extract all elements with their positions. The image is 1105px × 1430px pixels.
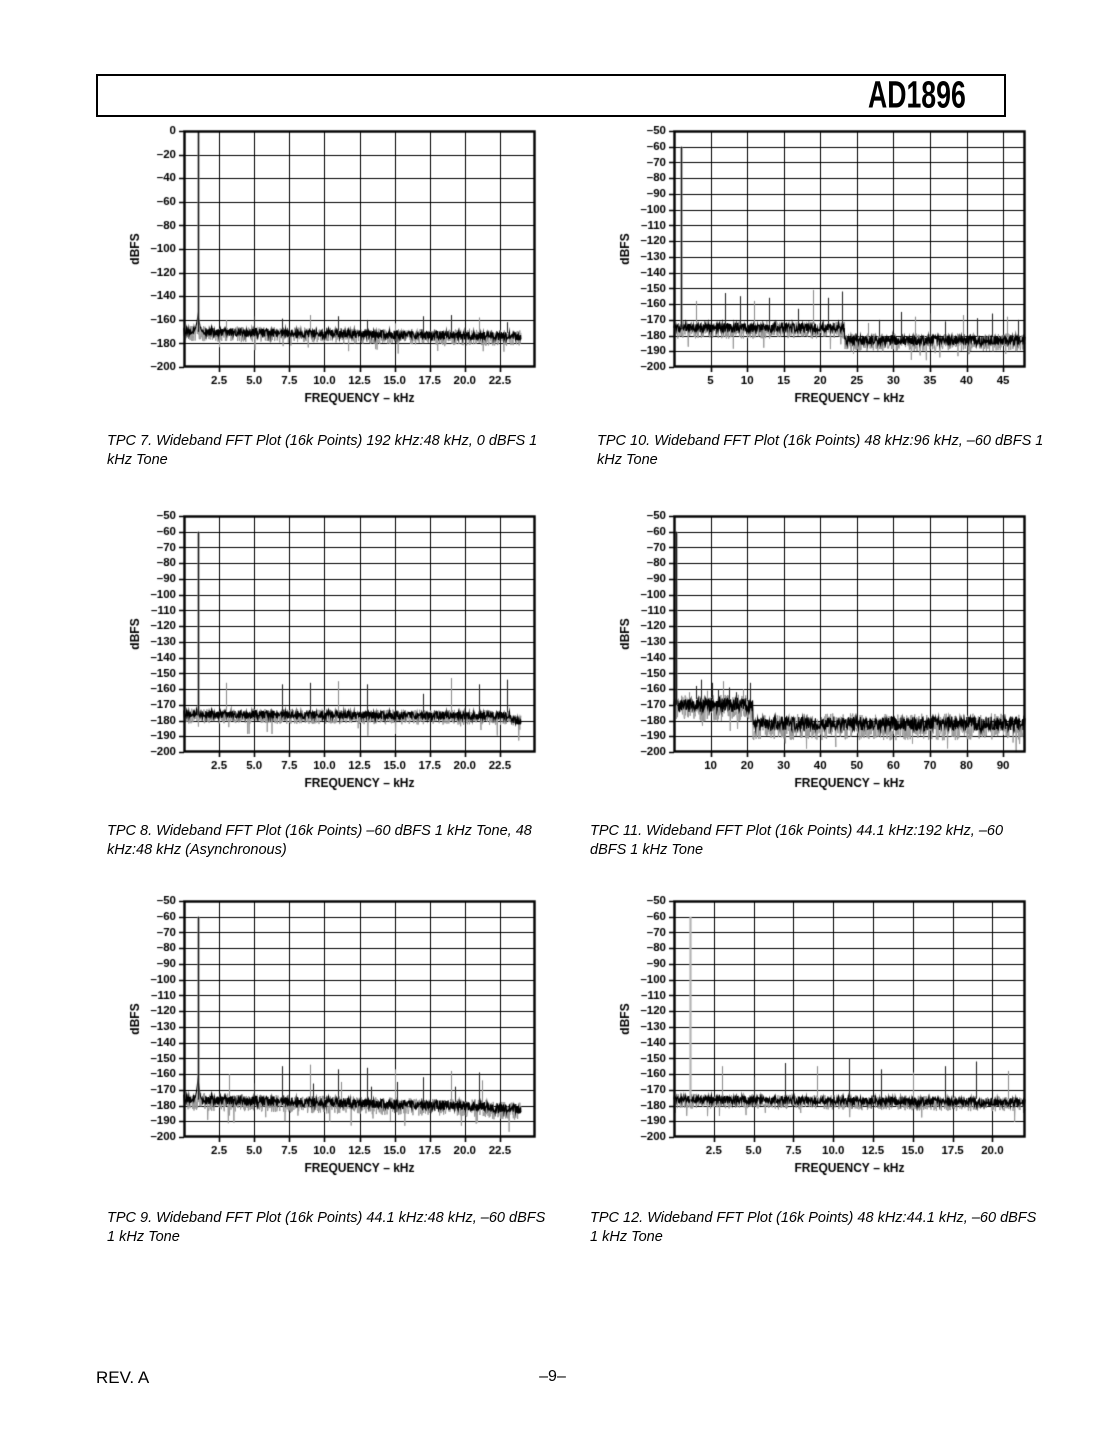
caption-tpc11: TPC 11. Wideband FFT Plot (16k Points) 44.1 kHz:192 kHz, –60 dBFS 1 kHz Tone [590, 823, 1004, 858]
fft-chart-tpc11 [586, 510, 1036, 800]
plot-tpc11 [586, 510, 1036, 800]
footer-page-number: –9– [539, 1368, 566, 1385]
caption-tpc9: TPC 9. Wideband FFT Plot (16k Points) 44.1 kHz:48 kHz, –60 dBFS 1 kHz Tone [107, 1210, 546, 1245]
fft-chart-tpc7 [96, 125, 546, 415]
footer-revision: REV. A [96, 1368, 150, 1387]
figure-tpc8 [96, 510, 546, 800]
figure-tpc10 [586, 125, 1036, 415]
figure-tpc9 [96, 895, 546, 1185]
plot-tpc7 [96, 125, 546, 415]
plot-tpc9 [96, 895, 546, 1185]
caption-tpc12: TPC 12. Wideband FFT Plot (16k Points) 48 kHz:44.1 kHz, –60 dBFS 1 kHz Tone [590, 1210, 1037, 1245]
figure-tpc11 [586, 510, 1036, 800]
page-header-box [96, 74, 1006, 117]
plot-tpc8 [96, 510, 546, 800]
figure-tpc12 [586, 895, 1036, 1185]
plot-tpc10 [586, 125, 1036, 415]
caption-tpc7: TPC 7. Wideband FFT Plot (16k Points) 192 kHz:48 kHz, 0 dBFS 1 kHz Tone [107, 433, 538, 468]
part-number-title: AD1896 [868, 72, 967, 116]
caption-tpc8: TPC 8. Wideband FFT Plot (16k Points) –60 dBFS 1 kHz Tone, 48 kHz:48 kHz (Asynchronous) [107, 823, 532, 858]
plot-tpc12 [586, 895, 1036, 1185]
figure-tpc7 [96, 125, 546, 415]
fft-chart-tpc8 [96, 510, 546, 800]
caption-tpc10: TPC 10. Wideband FFT Plot (16k Points) 48 kHz:96 kHz, –60 dBFS 1 kHz Tone [597, 433, 1044, 468]
fft-chart-tpc12 [586, 895, 1036, 1185]
fft-chart-tpc9 [96, 895, 546, 1185]
fft-chart-tpc10 [586, 125, 1036, 415]
